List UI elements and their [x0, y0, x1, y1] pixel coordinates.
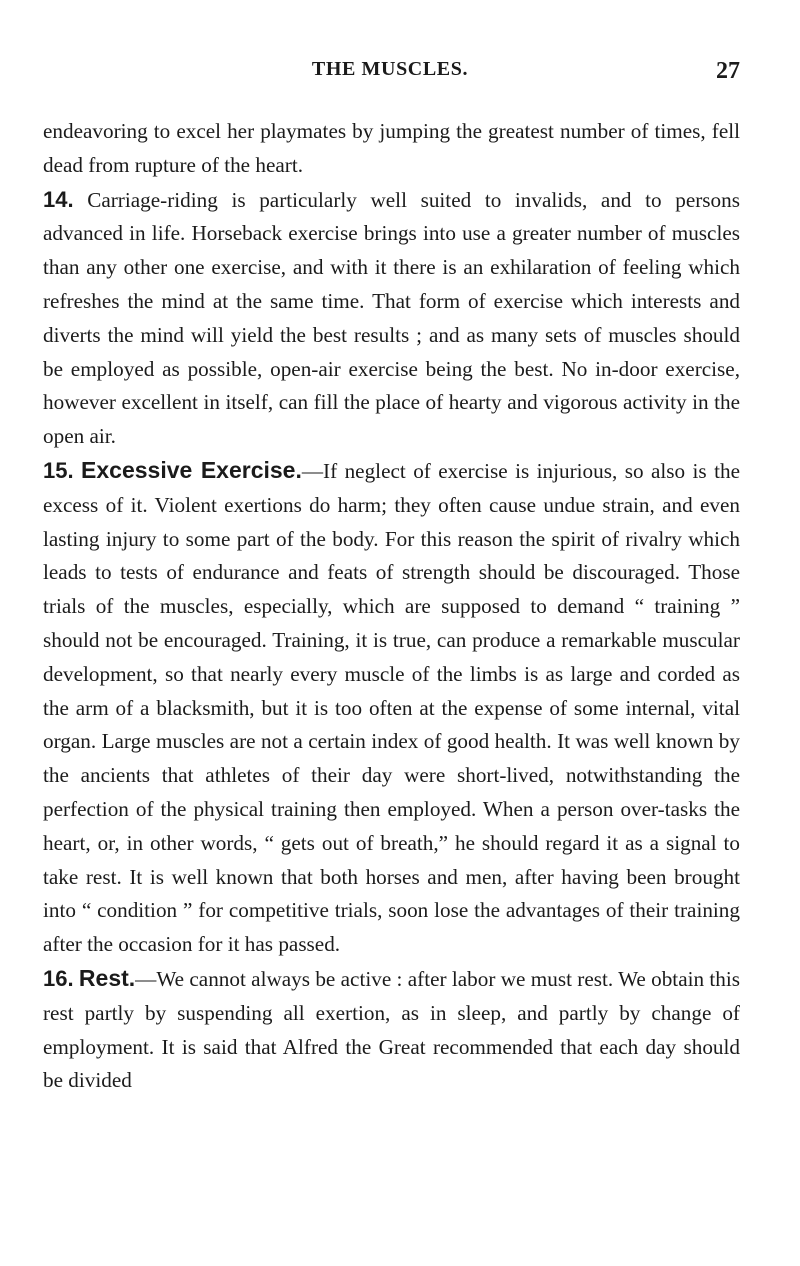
running-title: THE MUSCLES. [311, 58, 469, 80]
section-heading: Excessive Exercise. [81, 456, 302, 483]
running-head [40, 58, 740, 88]
paragraph-text: Carriage-riding is particularly well suited to invalids, and to persons advanced in life. Horseback exercise brings into use a greater number of muscles than any other one exercise, and with it there is an exhilaration of feeling which refreshes the mind at the same time. That form of exercise which interests and diverts the mind will yield the best results ; and as many sets of muscles should be employed as possible, open-air exercise being the best. No in-door exercise, however excellent in itself, can fill the place of hearty and vigorous activity in the open air. [43, 187, 740, 449]
paragraph-text: —If neglect of exercise is injurious, so also is the excess of it. Violent exertions do harm; they often cause undue strain, and even lasting injury to some part of the body. For this reason the spirit of rivalry which leads to tests of endurance and feats of strength should be discouraged. Those trials of the muscles, especially, which are supposed to demand “ training ” should not be encouraged. Training, it is true, can produce a remarkable muscular development, so that nearly every muscle of the limbs is as large and corded as the arm of a blacksmith, but it is too often at the expense of some internal, vital organ. Large muscles are not a certain index of good health. It was well known by the ancients that athletes of their day were short-lived, notwithstanding the perfection of the physical training then employed. When a person over-tasks the heart, or, in other words, “ gets out of breath,” he should regard it as a signal to take rest. It is well known that both horses and men, after having been brought into “ condition ” for competitive trials, soon lose the advantages of their training after the occasion for it has passed. [43, 458, 740, 957]
paragraph-16 [43, 962, 740, 1098]
paragraph-continuation [43, 115, 740, 183]
section-heading: Rest. [78, 964, 136, 991]
page-number: 27 [716, 58, 740, 84]
section-number: 16. [43, 965, 74, 991]
body-text [43, 115, 740, 1098]
section-number: 14. [43, 186, 74, 212]
paragraph-text: —We cannot always be active : after labor we must rest. We obtain this rest partly by suspending all exertion, as in sleep, and partly by change of employment. It is said that Alfred the Great recommended that each day should be divided [43, 966, 741, 1093]
paragraph-text: endeavoring to excel her playmates by jumping the greatest number of times, fell dead from rupture of the heart. [43, 119, 740, 177]
paragraph-15 [43, 454, 740, 962]
section-number: 15. [43, 457, 74, 483]
paragraph-14 [43, 183, 740, 454]
